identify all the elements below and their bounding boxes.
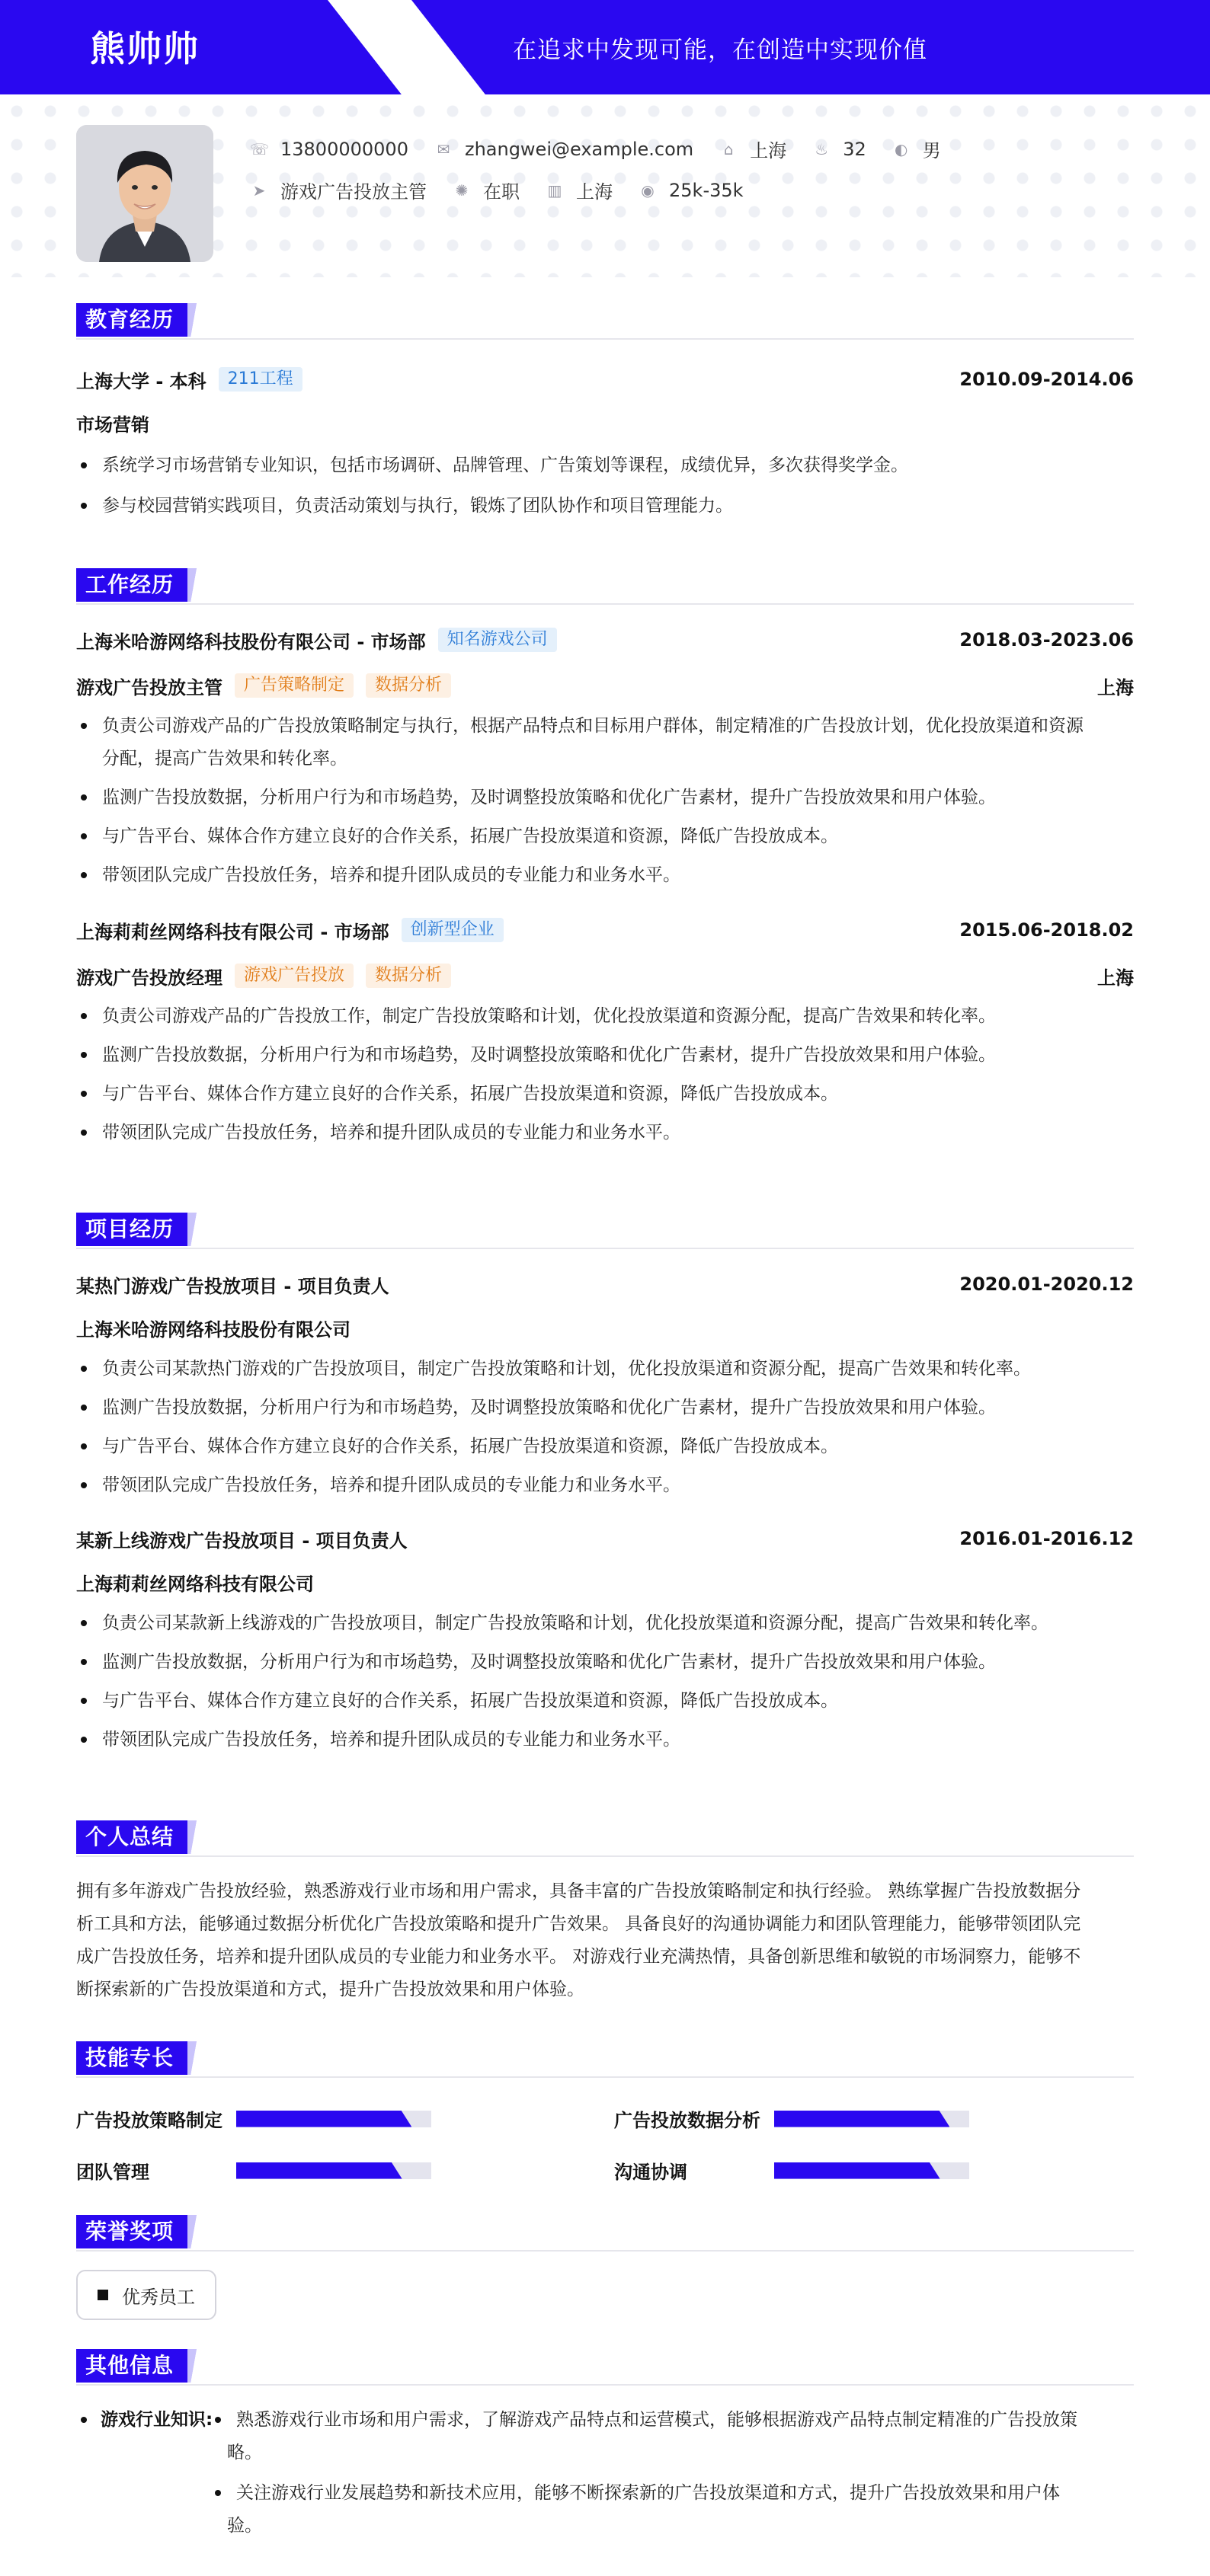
skill-tag: 数据分析 (366, 964, 451, 988)
section-header (76, 303, 1134, 340)
cake-icon: ♨ (815, 139, 829, 158)
list-item: 带领团队完成广告投放任务，培养和提升团队成员的专业能力和业务水平。 (76, 1117, 1134, 1149)
project-period: 2016.01-2016.12 (959, 1528, 1134, 1549)
skill-bar-fill (236, 2111, 411, 2127)
age-item (812, 139, 866, 160)
list-item: 负责公司某款新上线游戏的广告投放项目，制定广告投放策略和计划，优化投放渠道和资源分配，提高广告效果和转化率。 (76, 1607, 1134, 1640)
skill-name: 团队管理 (76, 2162, 149, 2183)
job-company: 上海米哈游网络科技股份有限公司 - 市场部 (76, 631, 426, 653)
skill-item (76, 2157, 431, 2184)
position-value: 游戏广告投放主管 (280, 181, 427, 203)
header-divider (328, 0, 485, 94)
coin-icon: ◉ (641, 181, 655, 200)
skill-bar (236, 2162, 431, 2179)
skill-bar (774, 2162, 969, 2179)
section-title: 技能专长 (76, 2041, 187, 2075)
gender-item (892, 136, 941, 162)
job-bullets (76, 710, 1134, 892)
email-item (434, 139, 693, 160)
list-item: 系统学习市场营销专业知识，包括市场调研、品牌管理、广告策划等课程，成绩优异，多次获得奖学金。 (76, 449, 1134, 482)
company-tag: 知名游戏公司 (438, 628, 557, 652)
list-item: 负责公司某款热门游戏的广告投放项目，制定广告投放策略和计划，优化投放渠道和资源分配，提高广告效果和转化率。 (76, 1353, 1134, 1385)
profile-section (0, 94, 1210, 277)
job-bullets (76, 1000, 1134, 1149)
email-value: zhangwei@example.com (464, 138, 694, 160)
list-item: 负责公司游戏产品的广告投放工作，制定广告投放策略和计划，优化投放渠道和资源分配，提高广告效果和转化率。 (76, 1000, 1134, 1033)
other-section (76, 2349, 1134, 2542)
position-item (250, 177, 427, 203)
education-major: 市场营销 (76, 414, 149, 436)
section-header (76, 1213, 1134, 1249)
section-header (76, 2215, 1134, 2252)
education-row (76, 364, 1134, 395)
status-value: 在职 (483, 181, 520, 203)
city-value: 上海 (576, 181, 613, 203)
list-item: 与广告平台、媒体合作方建立良好的合作关系，拓展广告投放渠道和资源，降低广告投放成本。 (76, 820, 1134, 853)
city-item (546, 177, 613, 203)
job-company-row (76, 915, 1134, 945)
school-name: 上海大学 - 本科 (76, 370, 206, 392)
school-tag: 211工程 (219, 367, 302, 392)
job-company-row (76, 625, 1134, 655)
other-label: 游戏行业知识: (101, 2410, 213, 2430)
section-title: 荣誉奖项 (76, 2215, 187, 2248)
status-icon: ✺ (455, 181, 469, 200)
project-bullets (76, 1353, 1134, 1502)
contact-row (250, 136, 967, 162)
work-section (76, 568, 1134, 1149)
other-sublist (227, 2404, 1134, 2542)
list-item: 监测广告投放数据，分析用户行为和市场趋势，及时调整投放策略和优化广告素材，提升广告投放效果和用户体验。 (76, 1392, 1134, 1424)
skill-bar-fill (774, 2111, 949, 2127)
bullet-dot (215, 2490, 221, 2496)
hometown-value: 上海 (750, 140, 787, 161)
salary-item (639, 180, 744, 201)
project-org: 上海莉莉丝网络科技有限公司 (76, 1574, 314, 1595)
job-company: 上海莉莉丝网络科技有限公司 - 市场部 (76, 921, 389, 943)
job-position: 游戏广告投放主管 (76, 676, 222, 698)
building-icon: ▥ (547, 181, 562, 200)
list-item: 熟悉游戏行业市场和用户需求，了解游戏产品特点和运营模式，能够根据游戏产品特点制定精准的广告投放策 略。 (227, 2410, 1077, 2463)
job-position-row (76, 960, 1134, 991)
list-item: 负责公司游戏产品的广告投放策略制定与执行，根据产品特点和目标用户群体，制定精准的广告投放计划，优化投放渠道和资源 分配，提高广告效果和转化率。 (76, 710, 1134, 775)
list-item: 监测广告投放数据，分析用户行为和市场趋势，及时调整投放策略和优化广告素材，提升广告投放效果和用户体验。 (76, 781, 1134, 814)
section-header (76, 568, 1134, 605)
job-city: 上海 (1097, 676, 1134, 698)
header-banner (0, 0, 1210, 94)
section-title: 个人总结 (76, 1820, 187, 1854)
job-position: 游戏广告投放经理 (76, 967, 222, 989)
project-period: 2020.01-2020.12 (959, 1274, 1134, 1295)
list-item: 关注游戏行业发展趋势和新技术应用，能够不断探索新的广告投放渠道和方式，提升广告投放效果和用户体 验。 (227, 2483, 1060, 2536)
home-icon: ⌂ (723, 139, 734, 158)
job-position-row (76, 670, 1134, 701)
list-item: 参与校园营销实践项目，负责活动策划与执行，锻炼了团队协作和项目管理能力。 (76, 490, 1134, 523)
education-bullets (76, 449, 1134, 523)
project-org: 上海米哈游网络科技股份有限公司 (76, 1319, 351, 1341)
skill-bar (774, 2111, 969, 2127)
skill-item (614, 2157, 969, 2184)
education-section (76, 303, 1134, 523)
company-tag: 创新型企业 (402, 918, 504, 942)
project-row (76, 1269, 1134, 1299)
job-period: 2018.03-2023.06 (959, 629, 1134, 650)
phone-item (250, 139, 408, 160)
phone-icon: ☏ (250, 139, 270, 158)
list-item: 带领团队完成广告投放任务，培养和提升团队成员的专业能力和业务水平。 (76, 1469, 1134, 1502)
intent-row (250, 177, 770, 203)
gender-value: 男 (922, 140, 941, 161)
hometown-item (719, 136, 786, 162)
skill-name: 沟通协调 (614, 2162, 687, 2183)
list-item: 与广告平台、媒体合作方建立良好的合作关系，拓展广告投放渠道和资源，降低广告投放成本。 (76, 1430, 1134, 1463)
skill-tag: 广告策略制定 (235, 673, 354, 698)
list-item: 监测广告投放数据，分析用户行为和市场趋势，及时调整投放策略和优化广告素材，提升广告投放效果和用户体验。 (76, 1646, 1134, 1679)
section-header (76, 2349, 1134, 2386)
section-header (76, 1820, 1134, 1857)
list-item: 与广告平台、媒体合作方建立良好的合作关系，拓展广告投放渠道和资源，降低广告投放成本。 (76, 1078, 1134, 1111)
skill-tag: 游戏广告投放 (235, 964, 354, 988)
resume-motto: 在追求中发现可能，在创造中实现价值 (513, 37, 927, 64)
square-icon (98, 2290, 108, 2300)
education-period: 2010.09-2014.06 (959, 369, 1134, 390)
skill-bar-fill (236, 2162, 402, 2179)
honor-badge (76, 2270, 216, 2320)
avatar (76, 125, 213, 262)
bullet-dot (81, 2417, 87, 2423)
mail-icon: ✉ (437, 139, 450, 158)
skill-bar-fill (774, 2162, 940, 2179)
avatar-photo (76, 125, 213, 262)
section-title: 工作经历 (76, 568, 187, 602)
list-item: 带领团队完成广告投放任务，培养和提升团队成员的专业能力和业务水平。 (76, 859, 1134, 892)
other-info (76, 2404, 1134, 2542)
project-row (76, 1523, 1134, 1554)
section-title: 项目经历 (76, 1213, 187, 1246)
projects-section (76, 1213, 1134, 1756)
skill-tag: 数据分析 (366, 673, 451, 698)
project-name: 某热门游戏广告投放项目 - 项目负责人 (76, 1275, 389, 1297)
project-bullets (76, 1607, 1134, 1756)
list-item: 与广告平台、媒体合作方建立良好的合作关系，拓展广告投放渠道和资源，降低广告投放成本。 (76, 1685, 1134, 1718)
skill-item (76, 2105, 431, 2132)
honor-label: 优秀员工 (122, 2286, 195, 2308)
status-item (453, 177, 520, 203)
phone-value: 13800000000 (280, 138, 408, 160)
section-title: 教育经历 (76, 303, 187, 337)
project-name: 某新上线游戏广告投放项目 - 项目负责人 (76, 1529, 408, 1552)
job-city: 上海 (1097, 967, 1134, 989)
send-icon: ➤ (252, 181, 266, 200)
skill-name: 广告投放策略制定 (76, 2110, 222, 2131)
skill-item (614, 2105, 969, 2132)
skill-name: 广告投放数据分析 (614, 2110, 760, 2131)
summary-text: 拥有多年游戏广告投放经验，熟悉游戏行业市场和用户需求，具备丰富的广告投放策略制定和执行经验。 熟练掌握广告投放数据分 析工具和方法，能够通过数据分析优化广告投放策略和提升广告效果。 具备良好的沟通协调能力和团队管理能力，能够带领团队完 成广告投放任务，培养和提升团队成员的专业能力和业务水平。 对游戏行业充满热情，具备创新思维和敏锐的市场洞察力，能够不 断探索新的广告投放渠道和方式，提升广告投放效果和用户体验。 (76, 1881, 1081, 1999)
honors-section (76, 2215, 1134, 2322)
skill-bar (236, 2111, 431, 2127)
list-item: 监测广告投放数据，分析用户行为和市场趋势，及时调整投放策略和优化广告素材，提升广告投放效果和用户体验。 (76, 1039, 1134, 1072)
skills-section (76, 2041, 1134, 2201)
summary-section (76, 1820, 1134, 2006)
salary-value: 25k-35k (669, 179, 744, 201)
section-header (76, 2041, 1134, 2078)
list-item: 带领团队完成广告投放任务，培养和提升团队成员的专业能力和业务水平。 (76, 1724, 1134, 1756)
bullet-dot (215, 2417, 221, 2423)
gender-icon: ◐ (895, 139, 908, 158)
section-title: 其他信息 (76, 2349, 187, 2383)
age-value: 32 (843, 138, 866, 160)
resume-name: 熊帅帅 (90, 28, 200, 69)
job-period: 2015.06-2018.02 (959, 919, 1134, 941)
